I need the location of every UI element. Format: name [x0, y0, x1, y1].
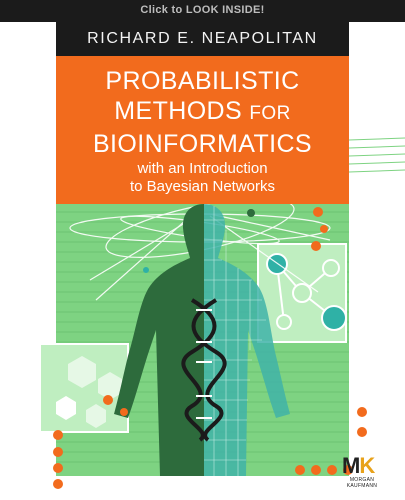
title-line-1: PROBABILISTIC [105, 67, 300, 95]
network-node [293, 284, 311, 302]
look-inside-banner[interactable] [0, 0, 405, 22]
network-node [323, 260, 339, 276]
network-node [267, 254, 287, 274]
logo-m: M [342, 453, 360, 478]
book-title [56, 66, 349, 159]
network-node [322, 306, 346, 330]
orbit-dot [247, 209, 255, 217]
logo-k: K [359, 453, 375, 478]
orbit-dot [143, 267, 149, 273]
author-name: RICHARD E. NEAPOLITAN [87, 30, 318, 47]
subtitle-line-1: with an Introduction [137, 160, 268, 177]
title-line-3: BIOINFORMATICS [92, 130, 313, 158]
right-stripes [349, 138, 405, 172]
publisher-logo-letters [342, 453, 374, 479]
title-line-2-main: METHODS [114, 97, 250, 125]
network-node [277, 315, 291, 329]
subtitle-line-2: to Bayesian Networks [129, 178, 276, 195]
book-subtitle [56, 160, 349, 196]
white-wedges [349, 60, 405, 500]
title-line-2 [56, 96, 349, 129]
title-line-2-small: FOR [249, 103, 291, 124]
publisher-name: MORGAN KAUFMANN [346, 477, 378, 489]
publisher-logo [342, 453, 382, 487]
look-inside-label[interactable]: Click to LOOK INSIDE! [140, 4, 265, 16]
